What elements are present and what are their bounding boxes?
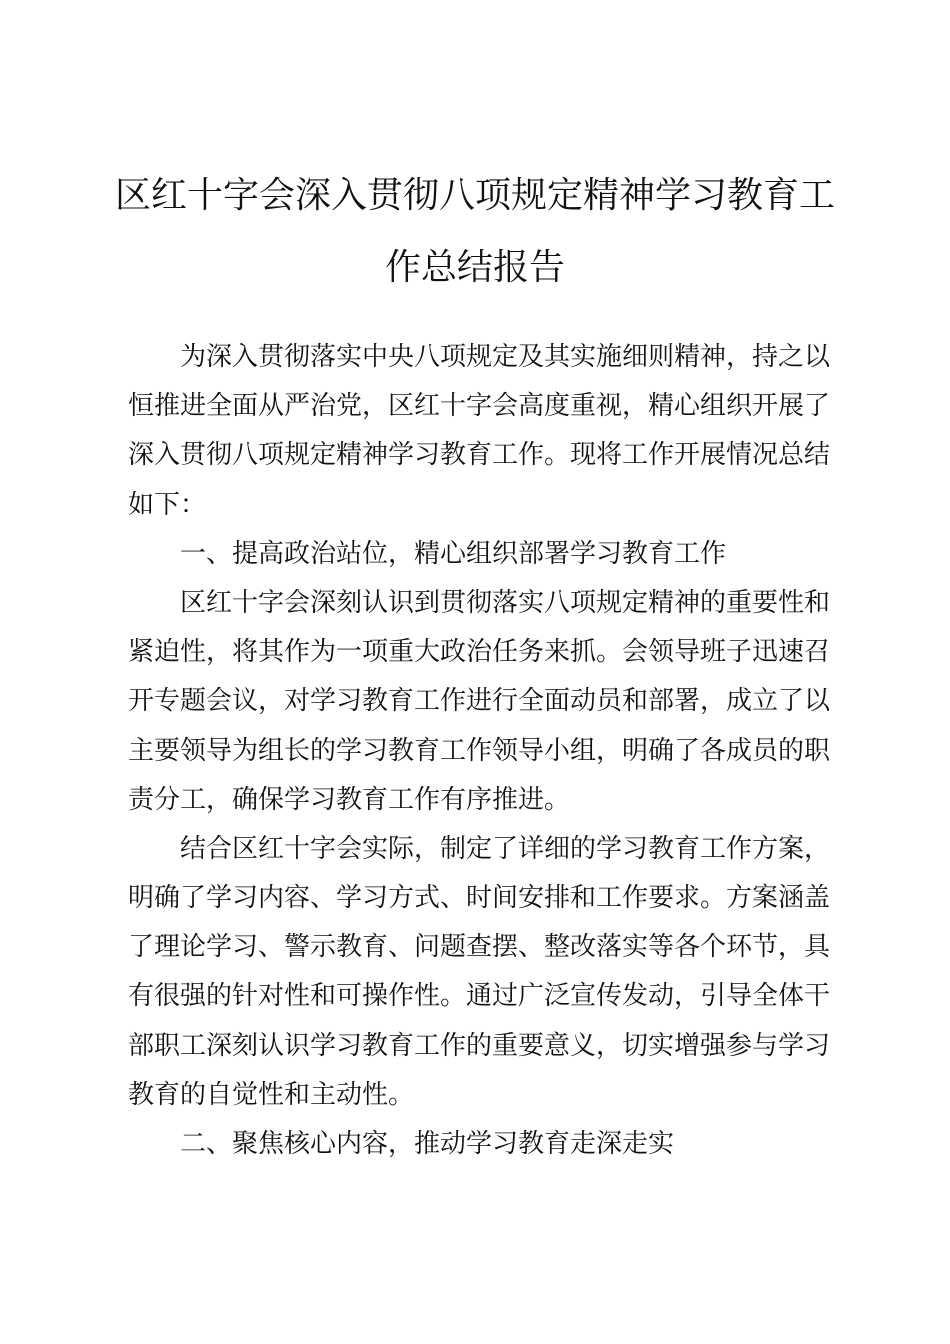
text-line: 部职工深刻认识学习教育工作的重要意义，切实增强参与学习 — [128, 1030, 831, 1061]
text-line: 为深入贯彻落实中央八项规定及其实施细则精神，持之以 — [180, 342, 831, 372]
title-line: 作总结报告 — [384, 247, 565, 288]
text-line: 了理论学习、警示教育、问题查摆、整改落实等各个环节，具 — [128, 932, 831, 963]
text-line: 责分工，确保学习教育工作有序推进。 — [128, 784, 571, 815]
text-line: 一、提高政治站位，精心组织部署学习教育工作 — [180, 538, 727, 569]
paragraph — [128, 1120, 838, 1169]
paragraph — [128, 530, 838, 579]
text-line: 结合区红十字会实际，制定了详细的学习教育工作方案， — [180, 833, 831, 864]
text-line: 明确了学习内容、学习方式、时间安排和工作要求。方案涵盖 — [128, 883, 831, 914]
text-line: 有很强的针对性和可操作性。通过广泛宣传发动，引导全体干 — [128, 981, 831, 1012]
text-line: 区红十字会深刻认识到贯彻落实八项规定精神的重要性和 — [180, 587, 831, 618]
text-line: 深入贯彻八项规定精神学习教育工作。现将工作开展情况总结 — [128, 440, 831, 471]
document-body — [128, 333, 838, 1169]
paragraph — [128, 579, 838, 825]
text-line: 教育的自觉性和主动性。 — [128, 1079, 415, 1110]
paragraph — [128, 333, 838, 530]
document-title — [0, 160, 950, 304]
text-line: 二、聚焦核心内容，推动学习教育走深走实 — [180, 1129, 675, 1159]
text-line: 主要领导为组长的学习教育工作领导小组，明确了各成员的职 — [128, 735, 831, 766]
text-line: 恒推进全面从严治党，区红十字会高度重视，精心组织开展了 — [128, 391, 831, 422]
text-line: 如下： — [128, 489, 207, 520]
text-line: 开专题会议，对学习教育工作进行全面动员和部署，成立了以 — [128, 686, 831, 717]
title-line: 区红十字会深入贯彻八项规定精神学习教育工 — [114, 175, 835, 216]
paragraph — [128, 825, 838, 1120]
text-line: 紧迫性，将其作为一项重大政治任务来抓。会领导班子迅速召 — [128, 637, 831, 668]
